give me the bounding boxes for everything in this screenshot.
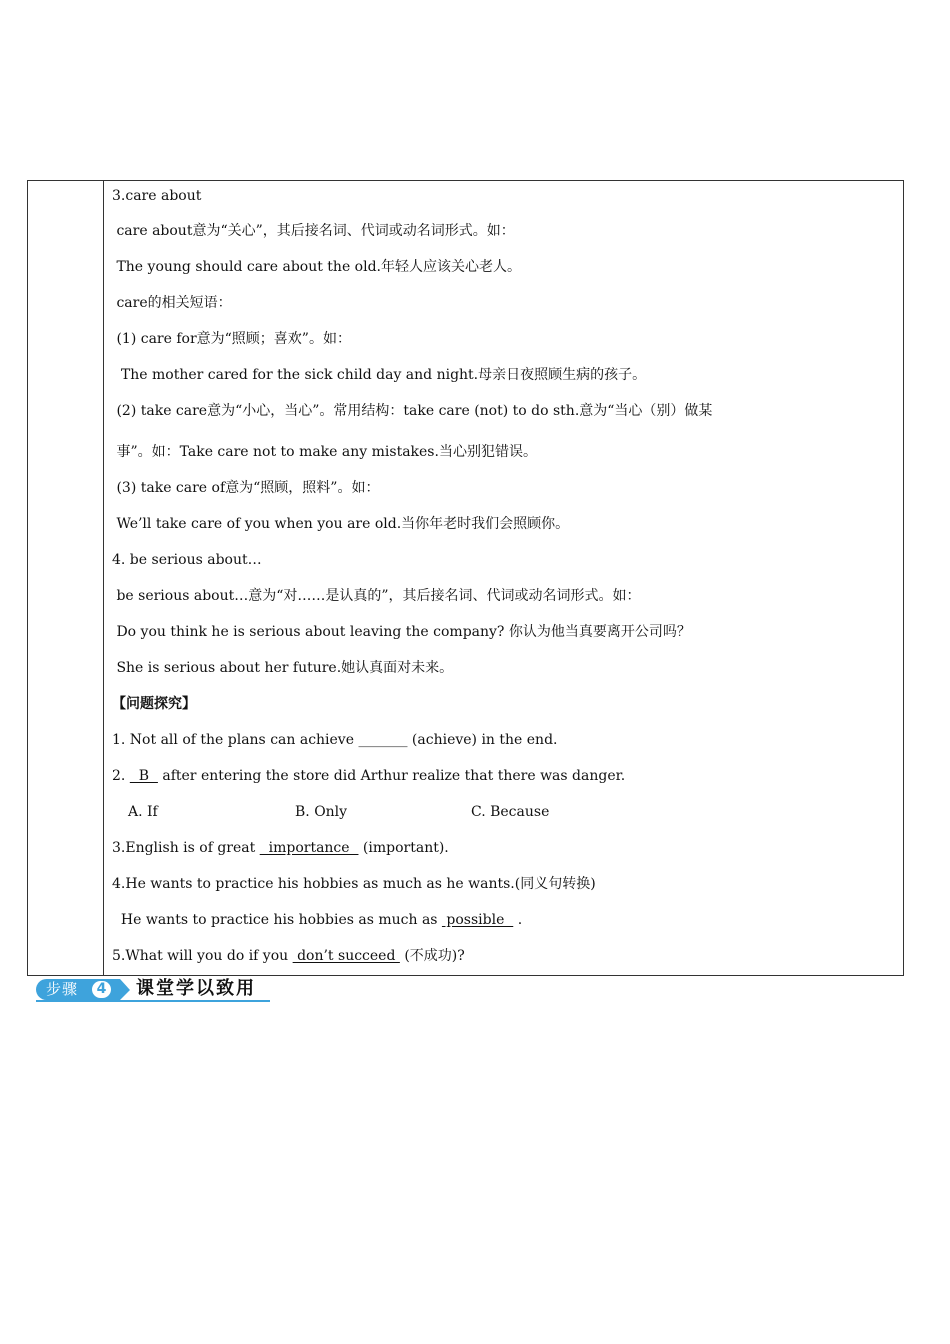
question-4: 4.He wants to practice his hobbies as much as he wants.(同义句转换)	[112, 876, 596, 892]
q4b-text-after: .	[513, 912, 523, 928]
line-example-old: We’ll take care of you when you are old.当你年老时我们会照顾你。	[112, 516, 570, 532]
q1-blank: _______	[358, 732, 408, 748]
q4b-answer: possible	[441, 912, 514, 928]
content-table	[27, 180, 904, 976]
question-1	[112, 731, 558, 749]
line-example-mother: The mother cared for the sick child day and night.母亲日夜照顾生病的孩子。	[112, 367, 647, 383]
question-3	[112, 839, 449, 857]
line-care-for: (1) care for意为“照顾；喜欢”。如：	[112, 331, 351, 347]
question-5	[112, 947, 465, 965]
q2-text-after: after entering the store did Arthur realize that there was danger.	[157, 768, 626, 784]
q5-text: 5.What will you do if you	[112, 948, 293, 964]
q5-answer: don’t succeed	[292, 948, 400, 964]
line-example-young: The young should care about the old.年轻人应该关心老人。	[112, 259, 522, 275]
line-care-about-heading: 3.care about	[112, 188, 202, 204]
question-2	[112, 767, 625, 785]
line-take-care: (2) take care意为“小心，当心”。常用结构：take care (not) to do sth.意为“当心（别）做某	[112, 403, 713, 419]
section-heading-exploration: 【问题探究】	[112, 696, 196, 712]
q3-text: 3.English is of great	[112, 840, 260, 856]
step-badge-arrow	[120, 979, 130, 1000]
step-title: 课堂学以致用	[136, 978, 256, 999]
step-label: 步骤	[46, 980, 79, 998]
step-header	[36, 978, 270, 1002]
q3-text-after: (important).	[358, 840, 449, 856]
q2-answer: B	[129, 768, 158, 784]
step-underline	[36, 1000, 270, 1002]
step-badge	[36, 979, 120, 1000]
line-take-care-example: 事”。如：Take care not to make any mistakes.当心别犯错误。	[112, 444, 537, 460]
line-be-serious-heading: 4. be serious about…	[112, 552, 262, 568]
q4b-text: He wants to practice his hobbies as much as	[112, 912, 442, 928]
q2-option-c: C. Because	[471, 804, 550, 820]
line-be-serious-meaning: be serious about…意为“对……是认真的”，其后接名词、代词或动名词形式。如：	[112, 588, 641, 604]
line-example-future: She is serious about her future.她认真面对未来。	[112, 660, 454, 676]
q3-answer: importance	[259, 840, 359, 856]
q1-text: 1. Not all of the plans can achieve	[112, 732, 359, 748]
line-example-company: Do you think he is serious about leaving the company? 你认为他当真要离开公司吗？	[112, 624, 691, 640]
q2-option-b: B. Only	[295, 804, 348, 820]
step-number: 4	[92, 981, 111, 998]
q1-text-after: (achieve) in the end.	[407, 732, 558, 748]
q2-text: 2.	[112, 768, 130, 784]
line-take-care-of: (3) take care of意为“照顾，照料”。如：	[112, 480, 380, 496]
question-4-rewrite	[112, 911, 522, 929]
q5-text-after: (不成功)?	[399, 948, 465, 964]
column-divider	[103, 181, 104, 975]
line-care-about-meaning: care about意为“关心”，其后接名词、代词或动名词形式。如：	[112, 223, 515, 239]
line-related-phrases: care的相关短语：	[112, 295, 232, 311]
q2-option-a: A. If	[128, 804, 158, 820]
